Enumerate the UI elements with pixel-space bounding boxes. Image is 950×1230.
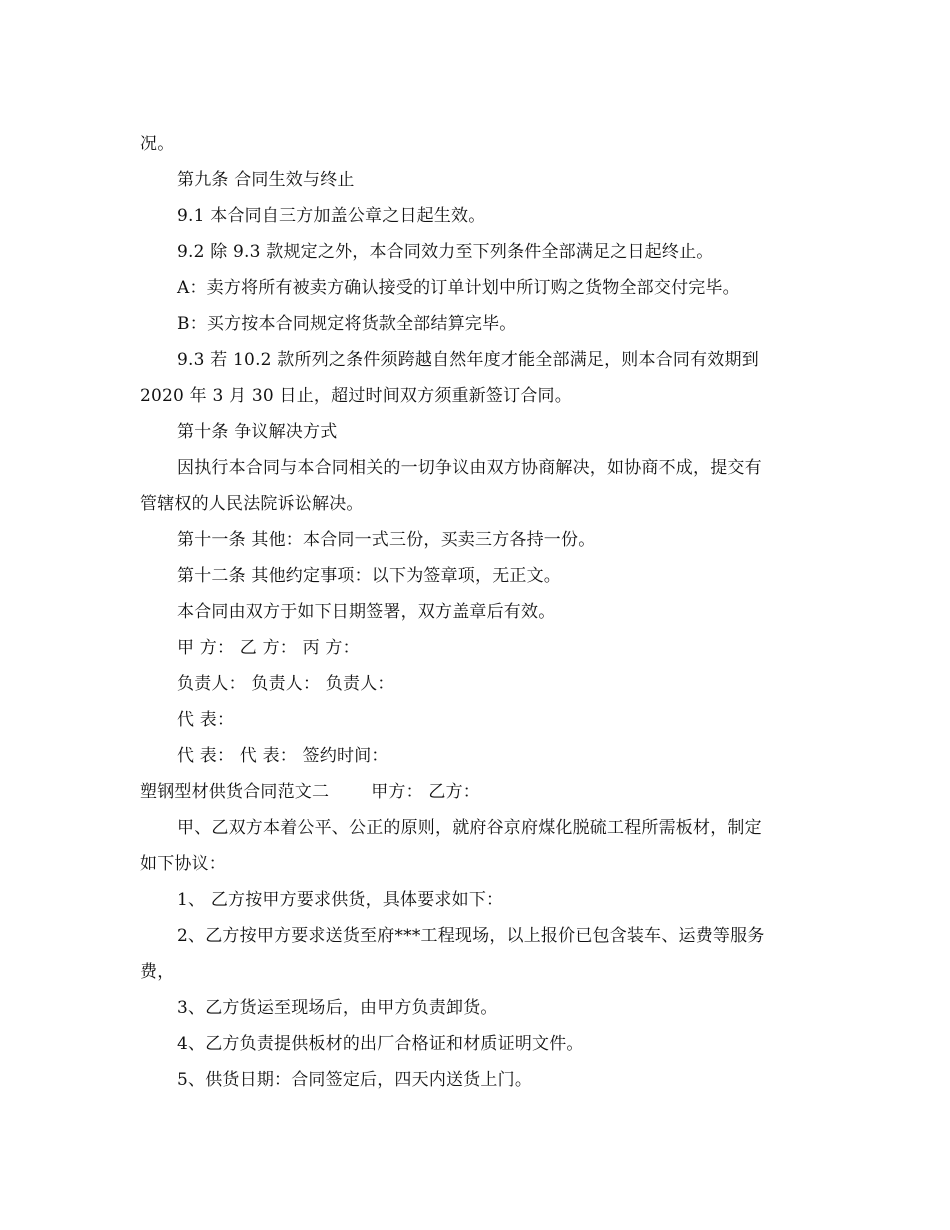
signature-line: 甲 方： 乙 方： 丙 方： xyxy=(177,638,360,658)
section-heading: 第十条 争议解决方式 xyxy=(177,422,338,442)
signature-line: 负责人： 负责人： 负责人： xyxy=(177,674,395,694)
text-line: 2020 年 3 月 30 日止，超过时间双方须重新签订合同。 xyxy=(140,386,572,406)
second-contract-heading-line xyxy=(140,774,812,810)
numbered-item: 3、乙方货运至现场后，由甲方负责卸货。 xyxy=(177,998,498,1018)
clause-paragraph: 9.2 除 9.3 款规定之外，本合同效力至下列条件全部满足之日起终止。 xyxy=(177,242,714,262)
clause-paragraph: 9.3 若 10.2 款所列之条件须跨越自然年度才能全部满足，则本合同有效期到 xyxy=(177,350,759,370)
clause-paragraph: 第十一条 其他：本合同一式三份，买卖三方各持一份。 xyxy=(177,530,596,550)
section-heading: 第九条 合同生效与终止 xyxy=(177,170,355,190)
numbered-item: 4、乙方负责提供板材的出厂合格证和材质证明文件。 xyxy=(177,1034,584,1054)
document-body xyxy=(140,126,812,1098)
document-title: 塑钢型材供货合同范文二 xyxy=(140,782,330,802)
clause-paragraph: A：卖方将所有被卖方确认接受的订单计划中所订购之货物全部交付完毕。 xyxy=(177,278,740,298)
clause-paragraph: 因执行本合同与本合同相关的一切争议由双方协商解决，如协商不成，提交有 xyxy=(177,458,762,478)
clause-paragraph: 第十二条 其他约定事项：以下为签章项，无正文。 xyxy=(177,566,562,586)
clause-paragraph: 9.1 本合同自三方加盖公章之日起生效。 xyxy=(177,206,486,226)
numbered-item: 1、 乙方按甲方要求供货，具体要求如下： xyxy=(177,890,504,910)
text-line: 如下协议： xyxy=(140,854,226,874)
numbered-item: 2、乙方按甲方要求送货至府***工程现场，以上报价已包含装车、运费等服务 xyxy=(177,926,765,946)
text-line: 费， xyxy=(140,962,175,982)
signature-line: 代 表： xyxy=(177,710,235,730)
clause-paragraph: B：买方按本合同规定将货款全部结算完毕。 xyxy=(177,314,517,334)
signature-line: 代 表： 代 表： 签约时间： xyxy=(177,746,389,766)
numbered-item: 5、供货日期：合同签定后，四天内送货上门。 xyxy=(177,1070,533,1090)
clause-paragraph: 本合同由双方于如下日期签署，双方盖章后有效。 xyxy=(177,602,556,622)
text-line: 况。 xyxy=(140,134,175,154)
clause-paragraph: 甲、乙双方本着公平、公正的原则，就府谷京府煤化脱硫工程所需板材，制定 xyxy=(177,818,762,838)
text-line: 管辖权的人民法院诉讼解决。 xyxy=(140,494,364,514)
party-labels: 甲方： 乙方： xyxy=(371,782,481,802)
